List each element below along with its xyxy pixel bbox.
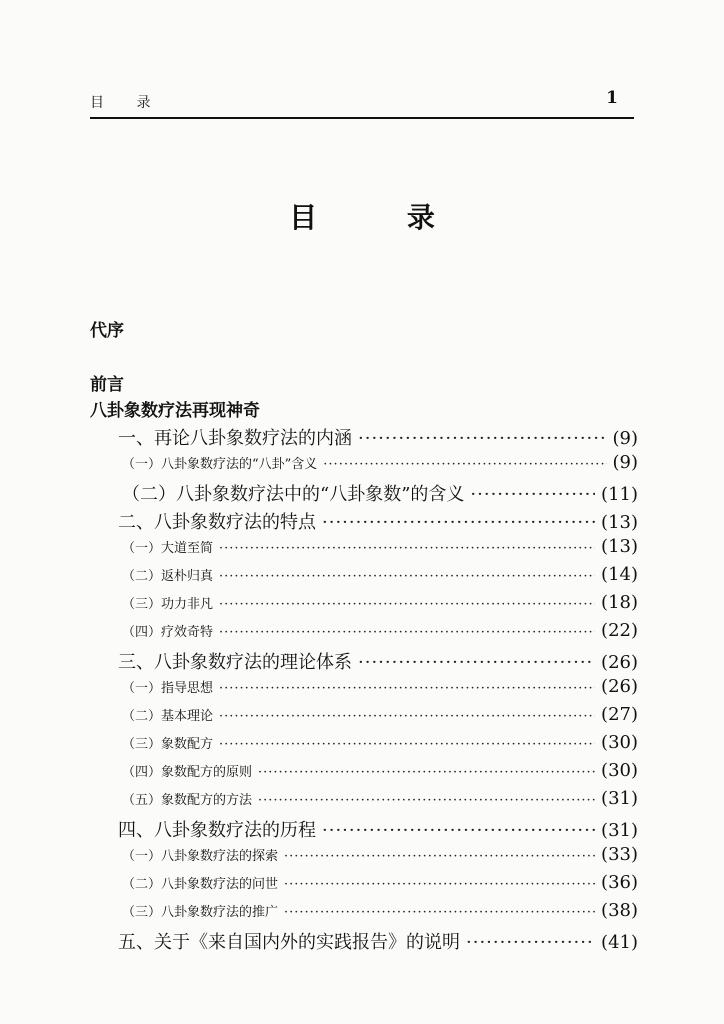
toc-entry-label: （五）象数配方的方法 — [122, 793, 253, 808]
toc-leader — [358, 428, 607, 449]
toc-entry — [90, 564, 638, 592]
toc-leader — [284, 849, 595, 864]
toc-leader — [219, 597, 595, 612]
toc-leader — [284, 905, 595, 920]
toc-entry-page: (9) — [612, 428, 638, 449]
toc-entry-page: (18) — [601, 592, 638, 613]
table-of-contents — [90, 318, 638, 956]
toc-entry-label: （四）疗效奇特 — [122, 625, 214, 640]
toc-entry — [90, 676, 638, 704]
toc-entry-page: (36) — [601, 872, 638, 893]
toc-entry — [90, 816, 638, 844]
toc-entry — [90, 900, 638, 928]
running-header — [90, 88, 634, 116]
header-section-title: 目 录 — [90, 95, 165, 111]
toc-entry-label: 五、关于《来自国内外的实践报告》的说明 — [118, 932, 460, 953]
toc-entry-page: (31) — [601, 820, 638, 841]
toc-entry — [90, 760, 638, 788]
header-rule — [90, 117, 634, 119]
toc-leader — [322, 512, 595, 533]
toc-entry-page: (31) — [601, 788, 638, 809]
toc-gap — [90, 344, 638, 372]
toc-entry-page: (41) — [601, 932, 638, 953]
toc-entry-label: （一）八卦象数疗法的“八卦”含义 — [122, 457, 318, 472]
toc-entry-page: (14) — [601, 564, 638, 585]
toc-section-preface-by: 代序 — [90, 321, 124, 341]
toc-entry-label: （三）功力非凡 — [122, 597, 214, 612]
toc-entry — [90, 704, 638, 732]
toc-entry-label: 一、再论八卦象数疗法的内涵 — [118, 428, 352, 449]
toc-leader — [219, 737, 595, 752]
toc-entry-page: (11) — [601, 484, 638, 505]
toc-leader — [322, 820, 595, 841]
toc-entry — [90, 536, 638, 564]
toc-entry-label: （三）八卦象数疗法的推广 — [122, 905, 279, 920]
toc-entry-page: (26) — [601, 652, 638, 673]
toc-entry-label: 三、八卦象数疗法的理论体系 — [118, 652, 352, 673]
toc-entry-page: (38) — [601, 900, 638, 921]
toc-entry — [90, 844, 638, 872]
toc-entry-page: (27) — [601, 704, 638, 725]
toc-entry — [90, 424, 638, 452]
toc-leader — [466, 932, 595, 953]
toc-entry — [90, 620, 638, 648]
toc-leader — [470, 484, 595, 505]
toc-entry-label: （二）八卦象数疗法中的“八卦象数”的含义 — [122, 484, 465, 505]
toc-entry-label: （一）八卦象数疗法的探索 — [122, 849, 279, 864]
toc-leader — [219, 569, 595, 584]
toc-entry — [90, 508, 638, 536]
toc-entry-label: 四、八卦象数疗法的历程 — [118, 820, 316, 841]
toc-leader — [323, 457, 606, 472]
toc-entry-label: （一）大道至简 — [122, 541, 214, 556]
toc-section-foreword: 前言 — [90, 375, 124, 395]
toc-leader — [219, 709, 595, 724]
toc-entry-label: （二）八卦象数疗法的问世 — [122, 877, 279, 892]
toc-entry — [90, 592, 638, 620]
toc-leader — [219, 681, 595, 696]
toc-leader — [358, 652, 595, 673]
toc-entry — [90, 480, 638, 508]
toc-entry-label: （四）象数配方的原则 — [122, 765, 253, 780]
toc-entry-page: (13) — [601, 512, 638, 533]
toc-entry-label: （一）指导思想 — [122, 681, 214, 696]
toc-entry-page: (26) — [601, 676, 638, 697]
toc-entry-label: （二）基本理论 — [122, 709, 214, 724]
toc-entry-page: (33) — [601, 844, 638, 865]
toc-entry-label: （三）象数配方 — [122, 737, 214, 752]
toc-entry — [90, 928, 638, 956]
toc-entry — [90, 732, 638, 760]
page-title: 目 录 — [289, 201, 475, 234]
toc-leader — [258, 793, 595, 808]
toc-entry-page: (22) — [601, 620, 638, 641]
toc-leader — [219, 625, 595, 640]
toc-entry-page: (30) — [601, 732, 638, 753]
toc-leader — [284, 877, 595, 892]
toc-leader — [219, 541, 595, 556]
toc-leader — [258, 765, 595, 780]
toc-section-main: 八卦象数疗法再现神奇 — [90, 401, 260, 421]
toc-entry — [90, 872, 638, 900]
toc-entry — [90, 788, 638, 816]
toc-entry-page: (30) — [601, 760, 638, 781]
toc-entry-page: (13) — [601, 536, 638, 557]
toc-entry-label: （二）返朴归真 — [122, 569, 214, 584]
toc-entry-page: (9) — [612, 452, 638, 473]
header-page-number: 1 — [606, 88, 618, 108]
toc-entry-label: 二、八卦象数疗法的特点 — [118, 512, 316, 533]
toc-entry — [90, 452, 638, 480]
toc-entry — [90, 648, 638, 676]
